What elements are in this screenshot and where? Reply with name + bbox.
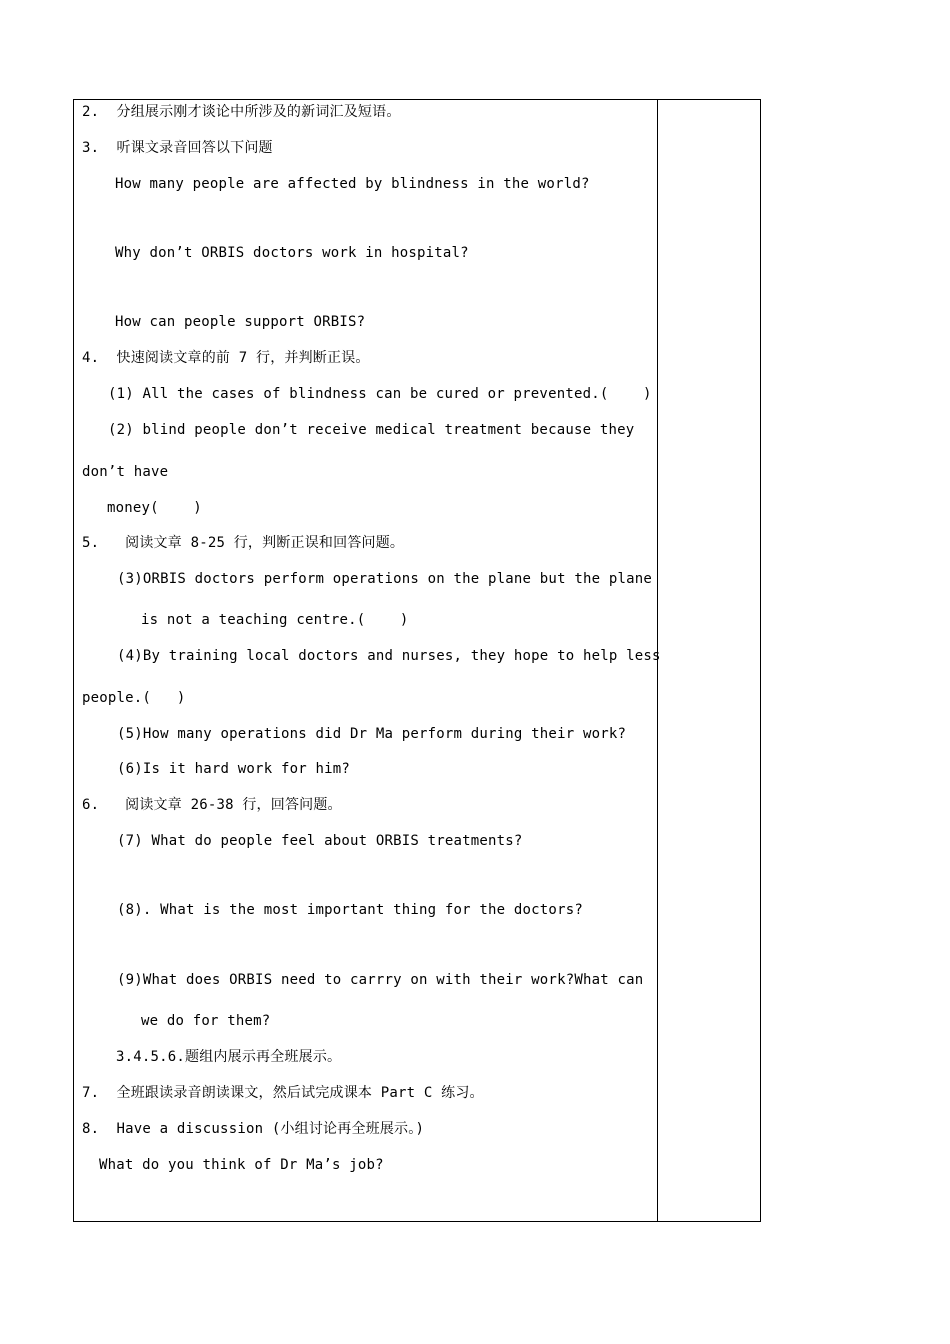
item-8-text: 8. Have a discussion (小组讨论再全班展示。) xyxy=(82,1121,425,1137)
question-6: (6)Is it hard work for him? xyxy=(117,761,350,777)
item-4-text: 4. 快速阅读文章的前 7 行，并判断正误。 xyxy=(82,350,370,366)
statement-4-cont: people.( ) xyxy=(82,690,186,706)
discussion-question: What do you think of Dr Ma’s job? xyxy=(99,1157,384,1173)
item-5-text: 5. 阅读文章 8-25 行，判断正误和回答问题。 xyxy=(82,535,405,551)
item-3-text: 3. 听课文录音回答以下问题 xyxy=(82,140,273,156)
statement-2-cont: don’t have xyxy=(82,464,169,480)
question-9-cont: we do for them? xyxy=(141,1013,271,1029)
statement-2-end: money( ) xyxy=(107,500,202,516)
statement-3: (3)ORBIS doctors perform operations on the plane but the plane xyxy=(117,571,652,587)
question-support-orbis: How can people support ORBIS? xyxy=(115,314,366,330)
question-blindness-count: How many people are affected by blindness in the world? xyxy=(115,176,590,192)
question-9: (9)What does ORBIS need to carrry on with their work?What can xyxy=(117,972,644,988)
question-7: (7) What do people feel about ORBIS treatments? xyxy=(117,833,523,849)
item-6-text: 6. 阅读文章 26-38 行，回答问题。 xyxy=(82,797,342,813)
question-8: (8). What is the most important thing for the doctors? xyxy=(117,902,583,918)
item-7-text: 7. 全班跟读录音朗读课文，然后试完成课本 Part C 练习。 xyxy=(82,1085,484,1101)
statement-1: (1) All the cases of blindness can be cured or prevented.( ) xyxy=(108,386,652,402)
item-2-text: 2. 分组展示刚才谈论中所涉及的新词汇及短语。 xyxy=(82,104,401,120)
statement-4: (4)By training local doctors and nurses, they hope to help less xyxy=(117,648,661,664)
statement-2: (2) blind people don’t receive medical treatment because they xyxy=(108,422,635,438)
statement-3-cont: is not a teaching centre.( ) xyxy=(141,612,409,628)
question-orbis-hospital: Why don’t ORBIS doctors work in hospital? xyxy=(115,245,469,261)
group-present-note: 3.4.5.6.题组内展示再全班展示。 xyxy=(116,1049,342,1065)
question-5: (5)How many operations did Dr Ma perform during their work? xyxy=(117,726,627,742)
